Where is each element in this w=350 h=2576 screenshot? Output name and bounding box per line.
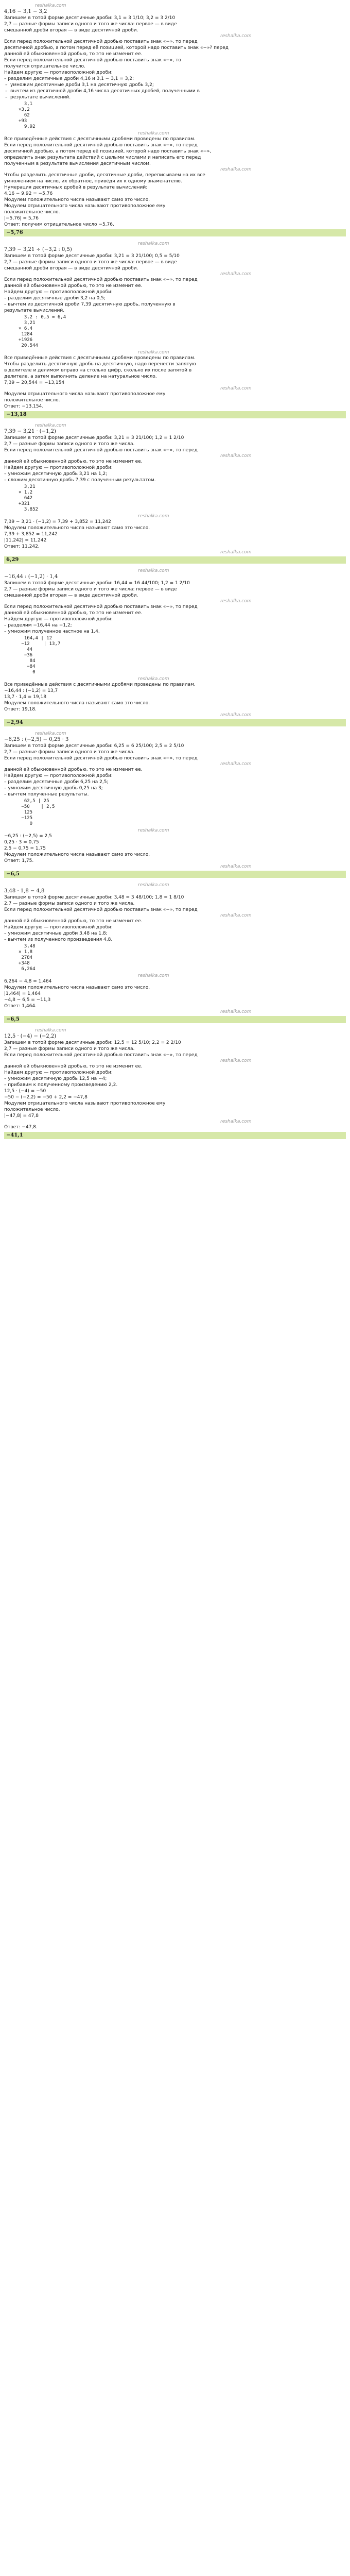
text-line: Найдем другую — противоположной дроби: [4,290,113,295]
text-line: −4,8 − 6,5 = −11,3 [4,997,51,1003]
column-row: 164,4 | 12 [19,636,52,641]
text-line: данной ей обыкновенной дробью, то это не изменит ее. [4,1064,143,1069]
watermark-text: reshalka.com [35,3,66,8]
text-line: – умножим полученное частное на 1,4. [4,629,100,634]
text-line: – разделим десятичные дроби 3,2 на 0,5; [4,296,106,301]
text-line: положительное число. [4,210,60,215]
text-line: Модулем положительного числа называют само это число. [4,526,150,531]
text-line: Модулем положительного числа называют само это число. [4,197,150,202]
text-line: Чтобы разделить десятичную дробь на десятичную, надо перенести запятую [4,362,196,367]
text-line: – вычтем из десятичной дроби 7,39 десятичную дробь, полученную в [4,302,176,307]
column-row: 44 [19,647,33,652]
watermark-text: reshalka.com [35,1028,66,1033]
text-line: 7,39 − 3,21 · (−1,2) = 7,39 + 3,852 = 11,242 [4,519,111,524]
text-line: Запишем в тотой форме десятичные дроби: 16,44 = 16 44/100; 1,2 = 1 2/10 [4,581,190,586]
text-line: Ответ: 1,464. [4,1004,37,1009]
text-line: Чтобы разделить десятичные дроби, десятичные дроби, переписываем на их все [4,173,205,178]
answer-bar: −5,76 [4,229,346,236]
column-row: 62 [19,113,30,118]
text-line: полученным в результате вычисления десятичным числом. [4,161,151,166]
text-line: Если перед положительной десятичной дробью поставить знак «−», то перед [4,39,198,44]
watermark-text: reshalka.com [220,599,252,604]
text-line: Ответ: −47,8. [4,1125,38,1130]
text-line: положительное число. [4,398,60,403]
text-line: Ответ: 1,75. [4,858,34,863]
text-line: 2,5 − 0,75 = 1,75 [4,846,46,851]
text-line: |−5,76| = 5,76 [4,216,39,221]
text-line: – умножим десятичную дробь 3,21 на 1,2; [4,471,108,477]
solution-section [4,241,346,423]
text-line: Запишем в тотой форме десятичные дроби: 3,21 = 3 21/100; 0,5 = 5/10 [4,253,180,259]
column-row: 125 [19,810,33,815]
column-row: ×3,2 [19,107,30,112]
text-line: Ответ: получим отрицательное число −5,76. [4,222,114,227]
solution-section [4,883,346,1028]
answer-bar: −41,1 [4,1132,346,1139]
watermark-text: reshalka.com [220,913,252,918]
bullet-line: – вычтем из десятичной дроби 4,16 числа десятичных дробей, полученными в [4,88,346,94]
text-line: 0,25 · 3 = 0,75 [4,840,39,845]
text-line: Модулем положительного числа называют само это число. [4,985,150,990]
text-line: смешанной дроби вторая — в виде десятичной дроби. [4,266,138,271]
column-row: +348 [19,961,30,966]
text-line: Запишем в тотой форме десятичные дроби: 6,25 = 6 25/100; 2,5 = 2 5/10 [4,743,184,749]
column-row: 3,48 [19,944,36,949]
text-line: Если перед положительной десятичной дробью поставить знак «−», то [4,58,181,63]
text-line: десятичной дробью, а потом перед её позицией, которой надо поставить знак «−», [4,149,212,154]
text-line: Модулем отрицательного числа называют противоположное ему [4,392,166,397]
text-line: Найдем другую — противоположной дроби: [4,1070,113,1075]
text-line: Если перед положительной десятичной дробью поставить знак «−», то перед [4,756,198,761]
watermark-text: reshalka.com [220,1119,252,1124]
text-line: 2,7 — разные формы записи одного и того же числа: первое — в виде [4,587,177,592]
text-line: делителе, а затем выполнить деление на натуральное число. [4,374,157,379]
watermark-text: reshalka.com [138,241,169,246]
text-line: в делителе и делимом вправо на столько цифр, сколько их после запятой в [4,368,192,373]
column-row: 84 [19,658,36,664]
text-line: Все приведённые действия с десятичными дробями проведены по правилам. [4,355,196,361]
text-line: данной ей обыкновенной дробью, то это не изменит ее. [4,459,143,464]
text-line: 13,7 · 1,4 = 19,18 [4,694,46,700]
watermark-text: reshalka.com [138,676,169,682]
solution-page [0,0,350,1154]
text-line: – умножим десятичную дробь 0,25 на 3; [4,786,103,791]
text-line: Модулем положительного числа называют само это число. [4,701,150,706]
answer-bar: 6,29 [4,556,346,564]
text-line: Найдем другую — противоположной дроби: [4,925,113,930]
column-row: 3,21 [19,320,36,326]
expression-line: 4,16 − 3,1 − 3,2 [4,9,47,14]
expression-line: −6,25 : (−2,5) − 0,25 · 3 [4,737,69,742]
text-line: Запишем в тотой форме десятичные дроби: 12,5 = 12 5/10; 2,2 = 2 2/10 [4,1040,181,1045]
text-line: |11,242| = 11,242 [4,538,47,543]
column-row: −125 [19,816,33,821]
text-line: смешанной дроби вторая — в виде десятичной дроби. [4,593,138,598]
text-line: Модулем отрицательного числа называют противоположное ему [4,204,166,209]
text-line: данной ей обыкновенной дробью, то это не изменит ее. [4,52,143,57]
column-row: −12 | 13,7 [19,641,61,647]
text-line: 2,7 — разные формы записи одного и того же числа. [4,1046,135,1052]
column-calculation [19,484,346,513]
column-row: 9,92 [19,124,36,129]
watermark-text: reshalka.com [220,550,252,555]
text-line: 2,7 — разные формы записи одного и того же числа: первое — в виде [4,260,177,265]
text-line: данной ей обыкновенной дробью, то это не изменит ее. [4,283,143,289]
watermark-text: reshalka.com [220,1009,252,1014]
watermark-text: reshalka.com [35,423,66,428]
column-calculation [19,315,346,349]
text-line: данной ей обыкновенной дробью, то это не изменит ее. [4,767,143,772]
watermark-text: reshalka.com [138,883,169,888]
column-row: +93 [19,118,27,124]
solution-section [4,568,346,731]
text-line: Все приведённые действия с десятичными дробями проведены по правилам. [4,682,196,687]
solution-section [4,1028,346,1144]
text-line: Если перед положительной десятичной дробью поставить знак «−», то перед [4,604,198,609]
text-line: |1,464| = 1,464 [4,991,41,996]
text-line: −50 − (−2,2) = −50 + 2,2 = −47,8 [4,1095,87,1100]
solution-section [4,3,346,241]
expression-line: 12,5 · (−4) − (−2,2) [4,1033,57,1039]
text-line: Ответ: −13,154. [4,404,44,409]
column-row: × 6,4 [19,326,33,331]
text-line: 12,5 · (−4) = −50 [4,1089,46,1094]
text-line: – умножим десятичные дроби 3,48 на 1,8; [4,931,108,936]
text-line: Если перед положительной десятичной дробью поставить знак «−», то перед [4,1053,198,1058]
column-calculation [19,636,346,675]
watermark-text: reshalka.com [138,131,169,136]
text-line: – умножим десятичную дробь 12,5 на −4; [4,1076,107,1081]
text-line: – вычтем из полученного произведения 4,8. [4,937,113,942]
text-line: данной ей обыкновенной дробью, то это не изменит ее. [4,919,143,924]
watermark-text: reshalka.com [220,453,252,459]
text-line: умножением на число, их обратное, привёдя их к одному знаменателю. [4,179,182,184]
column-row: 0 [19,670,36,675]
expression-line: −16,44 : (−1,2) · 1,4 [4,574,58,580]
column-calculation [19,944,346,972]
text-line: 2,7 — разные формы записи одного и того же числа. [4,901,135,906]
watermark-text: reshalka.com [220,1058,252,1063]
watermark-text: reshalka.com [220,272,252,277]
column-row: +1926 [19,337,33,343]
text-line: −6,25 : (−2,5) = 2,5 [4,834,52,839]
column-calculation [19,799,346,827]
watermark-text: reshalka.com [220,864,252,869]
column-row: 2784 [19,955,33,960]
watermark-text: reshalka.com [138,568,169,573]
text-line: результате вычислений. [4,308,65,313]
text-line: – вычтем полученные результаты. [4,792,89,797]
text-line: 7,39 + 3,852 = 11,242 [4,532,58,537]
text-line: Найдем другую — противоположной дроби: [4,465,113,470]
column-row: +321 [19,501,30,506]
text-line: 2,7 — разные формы записи одного и того же числа. [4,750,135,755]
text-line: Если перед положительной десятичной дробью поставить знак «−», то перед [4,907,198,912]
answer-bar: −6,5 [4,1016,346,1023]
solution-section [4,731,346,883]
text-line: Найдем другую — противоположной дроби: [4,70,113,75]
watermark-text: reshalka.com [220,386,252,391]
text-line: – разделим десятичные дроби 4,16 и 3,1 − 3,1 = 3,2: [4,76,134,81]
text-line: 6,264 − 4,8 = 1,464 [4,979,52,984]
text-line: Запишем в тотой форме десятичные дроби: 3,1 = 3 1/10; 3,2 = 3 2/10 [4,15,176,21]
text-line: Ответ: 11,242. [4,544,40,549]
expression-line: 7,39 − 3,21 · (−1,2) [4,429,56,434]
text-line: Запишем в тотой форме десятичные дроби: 3,48 = 3 48/100; 1,8 = 1 8/10 [4,895,184,900]
text-line: данной ей обыкновенной дробью, то это не изменит ее. [4,611,143,616]
answer-bar: −6,5 [4,871,346,878]
text-line: положительное число. [4,1107,60,1112]
column-row: 642 [19,496,33,501]
column-row: 1284 [19,332,33,337]
text-line: Модулем отрицательного числа называют противоположное ему [4,1101,166,1106]
text-line: 2,7 — разные формы записи одного и того же числа: первое — в виде [4,22,177,27]
expression-line: 3,48 · 1,8 − 4,8 [4,888,45,894]
text-line: Если перед положительной десятичной дробью поставить знак «−», то перед [4,277,198,282]
text-line: Запишем в тотой форме десятичные дроби: 3,21 = 3 21/100; 1,2 = 1 2/10 [4,435,184,440]
answer-bar: −13,18 [4,411,346,418]
watermark-text: reshalka.com [138,973,169,978]
watermark-text: reshalka.com [220,761,252,767]
watermark-text: reshalka.com [220,713,252,718]
column-row: −84 [19,664,36,669]
column-row: 0 [19,821,33,826]
column-row: 6,264 [19,967,36,972]
text-line: Если перед положительной десятичной дробью поставить знак «−», то перед [4,143,198,148]
answer-bar: −2,94 [4,719,346,726]
watermark-text: reshalka.com [35,731,66,736]
text-line: Нумерация десятичных дробей в результате вычислений: [4,185,148,190]
solution-section [4,423,346,568]
watermark-text: reshalka.com [138,514,169,519]
text-line: – прибавим к полученному произведению 2,2. [4,1082,118,1088]
watermark-text: reshalka.com [138,350,169,355]
column-row: −50 | 2,5 [19,804,55,809]
column-row: × 1,2 [19,490,33,495]
column-row: 3,2 : 0,5 = 6,4 [19,315,66,320]
column-calculation [19,101,346,130]
expression-line: 7,39 − 3,21 ÷ (−3,2 : 0,5) [4,247,72,252]
text-line: – разделим десятичные дроби 6,25 на 2,5; [4,779,109,785]
text-line: 7,39 − 20,544 = −13,154 [4,380,65,385]
text-line: Найдем другую — противоположной дроби: [4,773,113,778]
watermark-text: reshalka.com [220,167,252,172]
text-line: десятичной дробью, а потом перед её позицией, которой надо поставить знак «−»? перед [4,45,229,50]
text-line: – сложим десятичную дробь 7,39 с полученным результатом. [4,478,156,483]
column-row: −36 [19,653,33,658]
text-line: 4,16 − 9,92 = −5,76 [4,191,53,196]
text-line: Найдем другую — противоположной дроби: [4,617,113,622]
text-line: определить знак результата действий с целыми числами и написать его перед [4,155,201,160]
bullet-line: – умножим десятичные дроби 3,1 на десятичную дробь 3,2; [4,82,346,88]
column-row: 20,544 [19,343,38,348]
watermark-text: reshalka.com [220,33,252,39]
column-row: 62,5 | 25 [19,799,49,804]
text-line: смешанной дроби вторая — в виде десятичной дроби. [4,28,138,33]
column-row: × 1,8 [19,950,33,955]
text-line: −16,44 : (−1,2) = 13,7 [4,688,58,693]
column-row: 3,21 [19,484,36,489]
column-row: 3,1 [19,101,33,107]
bullet-line: – результате вычислений. [4,94,346,100]
text-line: Модулем положительного числа называют само это число. [4,852,150,857]
column-row: 3,852 [19,507,38,512]
text-line: Если перед положительной десятичной дробью поставить знак «−», то перед [4,448,198,453]
text-line: |−47,8| = 47,8 [4,1113,39,1118]
text-line: – разделим −16,44 на −1,2; [4,623,72,628]
text-line: Ответ: 19,18. [4,707,37,712]
text-line: 2,7 — разные формы записи одного и того же числа. [4,442,135,447]
watermark-text: reshalka.com [138,828,169,833]
text-line: Все приведённые действия с десятичными дробями проведены по правилам. [4,137,196,142]
text-line: получится отрицательное число. [4,64,85,69]
